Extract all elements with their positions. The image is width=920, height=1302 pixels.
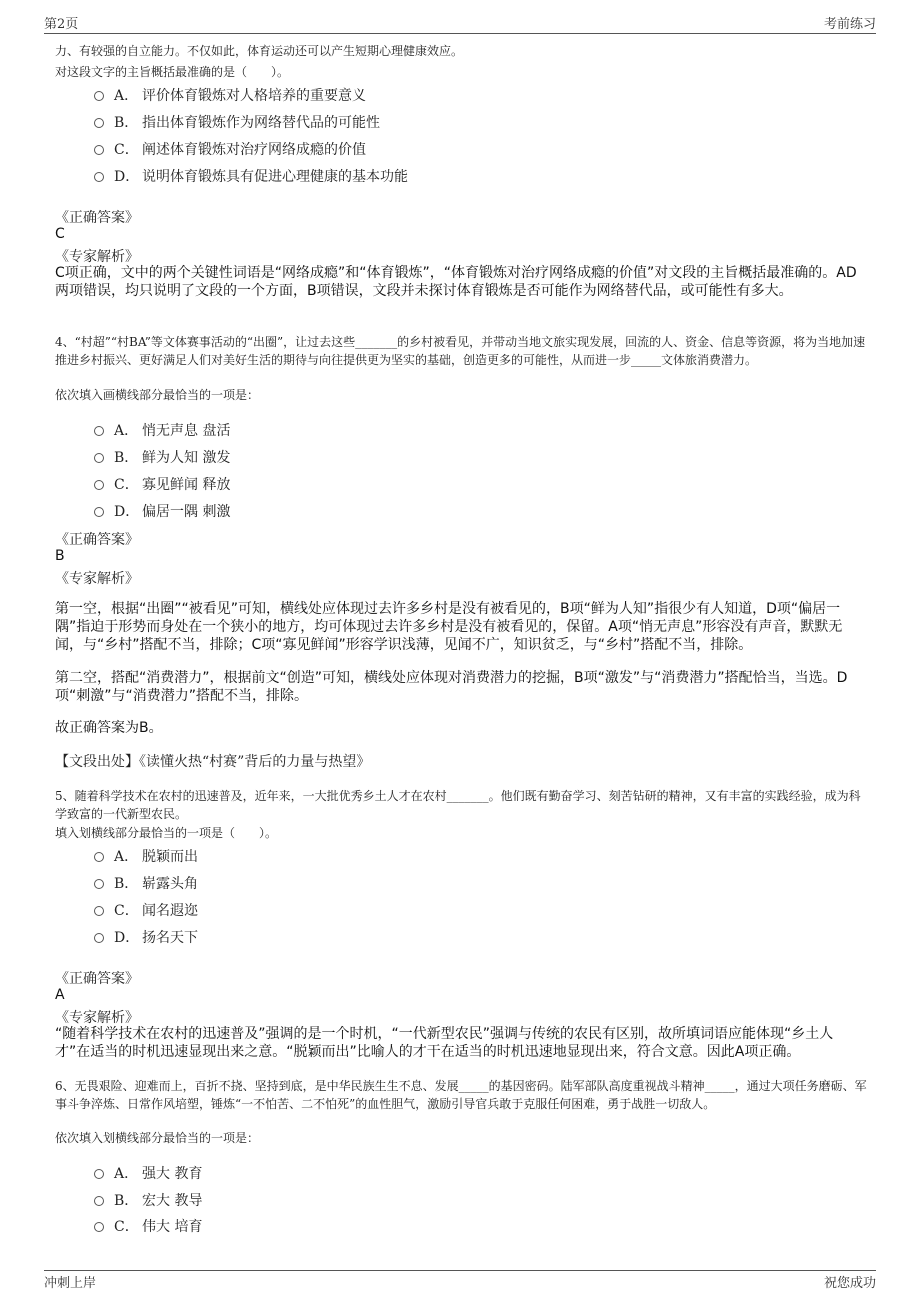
header-divider	[44, 33, 876, 34]
radio-icon[interactable]	[94, 852, 104, 862]
q4-answer: B	[55, 548, 65, 564]
q4-option-b[interactable]: B． 鲜为人知 激发	[94, 447, 230, 467]
radio-icon[interactable]	[94, 1222, 104, 1232]
page-category: 考前练习	[823, 17, 876, 32]
footer-divider	[44, 1270, 876, 1271]
q3-option-a[interactable]: A． 评价体育锻炼对人格培养的重要意义	[94, 85, 366, 105]
q3-option-b[interactable]: B． 指出体育锻炼作为网络替代品的可能性	[94, 112, 380, 132]
q6-option-c[interactable]: C． 伟大 培育	[94, 1216, 202, 1236]
radio-icon[interactable]	[94, 879, 104, 889]
footer-left: 冲刺上岸	[44, 1276, 97, 1291]
q5-answer: A	[55, 987, 65, 1003]
q4-analysis-p1: 第一空，根据“出圈”“被看见”可知，横线处应体现过去许多乡村是没有被看见的，B项“鲜为人知”指很少有人知道，D项“偏居一隅”指迫于形势而身处在一个狭小的地方，均可体现过去许多乡村是没有被看见的，保留。A项“悄无声息”形容没有声音，默默无闻，与“乡村”搭配不当，排除；C项“寡见鲜闻”形容学识浅薄，见闻不广，知识贫乏，与“乡村”搭配不当，排除。	[55, 601, 843, 653]
q3-option-c[interactable]: C． 阐述体育锻炼对治疗网络成瘾的价值	[94, 139, 366, 159]
q3-stem-tail: 力、有较强的自立能力。不仅如此，体育运动还可以产生短期心理健康效应。	[55, 44, 464, 58]
radio-icon[interactable]	[94, 172, 104, 182]
q4-answer-label: 《正确答案》	[55, 532, 139, 548]
radio-icon[interactable]	[94, 906, 104, 916]
radio-icon[interactable]	[94, 480, 104, 490]
q4-stem: 4、“村超”“村BA”等文体赛事活动的“出圈”，让过去这些_______的乡村被看见，并带动当地文旅实现发展，回流的人、资金、信息等资源，将为当地加速推进乡村振兴、更好满足人们对美好生活的期待与向往提供更为坚实的基础，创造更多的可能性，从而进一步_____文体旅消费潜力。	[55, 335, 866, 367]
q5-analysis-label: 《专家解析》	[55, 1010, 139, 1026]
footer-right: 祝您成功	[823, 1276, 876, 1291]
page-number: 第2页	[44, 17, 79, 32]
q5-answer-label: 《正确答案》	[55, 971, 139, 987]
radio-icon[interactable]	[94, 118, 104, 128]
q6-option-a[interactable]: A． 强大 教育	[94, 1163, 202, 1183]
radio-icon[interactable]	[94, 426, 104, 436]
q4-source: 【文段出处】《读懂火热“村赛”背后的力量与热望》	[55, 754, 371, 770]
radio-icon[interactable]	[94, 1169, 104, 1179]
radio-icon[interactable]	[94, 933, 104, 943]
q4-analysis-label: 《专家解析》	[55, 571, 139, 587]
radio-icon[interactable]	[94, 453, 104, 463]
q4-analysis-p2: 第二空，搭配“消费潜力”，根据前文“创造”可知，横线处应体现对消费潜力的挖掘，B项“激发”与“消费潜力”搭配恰当，当选。D项“刺激”与“消费潜力”搭配不当，排除。	[55, 670, 848, 704]
q3-answer: C	[55, 226, 65, 242]
q5-analysis: “随着科学技术在农村的迅速普及”强调的是一个时机，“一代新型农民”强调与传统的农民有区别，故所填词语应能体现“乡土人才”在适当的时机迅速显现出来之意。“脱颖而出”比喻人的才干在适当的时机迅速地显现出来，符合文意。因此A项正确。	[55, 1026, 834, 1060]
q3-analysis-label: 《专家解析》	[55, 249, 139, 265]
q6-prompt: 依次填入划横线部分最恰当的一项是：	[55, 1131, 260, 1145]
q4-option-d[interactable]: D． 偏居一隅 刺激	[94, 501, 230, 521]
radio-icon[interactable]	[94, 91, 104, 101]
q4-prompt: 依次填入画横线部分最恰当的一项是：	[55, 388, 260, 402]
q3-option-d[interactable]: D． 说明体育锻炼具有促进心理健康的基本功能	[94, 166, 408, 186]
q5-prompt: 填入划横线部分最恰当的一项是（ ）。	[55, 826, 278, 840]
q3-answer-label: 《正确答案》	[55, 210, 139, 226]
q3-analysis: C项正确，文中的两个关键性词语是“网络成瘾”和“体育锻炼”，“体育锻炼对治疗网络成瘾的价值”对文段的主旨概括最准确的。AD两项错误，均只说明了文段的一个方面，B项错误，文段并未探讨体育锻炼是否可能作为网络替代品，或可能性有多大。	[55, 265, 857, 299]
q5-option-a[interactable]: A． 脱颖而出	[94, 846, 198, 866]
radio-icon[interactable]	[94, 145, 104, 155]
q4-option-c[interactable]: C． 寡见鲜闻 释放	[94, 474, 230, 494]
q4-analysis-p3: 故正确答案为B。	[55, 720, 163, 736]
q5-stem: 5、随着科学技术在农村的迅速普及，近年来，一大批优秀乡土人才在农村_______。他们既有勤奋学习、刻苦钻研的精神，又有丰富的实践经验，成为科学致富的一代新型农民。	[55, 789, 861, 821]
q3-prompt: 对这段文字的主旨概括最准确的是（ ）。	[55, 65, 290, 79]
q4-option-a[interactable]: A． 悄无声息 盘活	[94, 420, 230, 440]
q5-option-d[interactable]: D． 扬名天下	[94, 927, 198, 947]
q5-option-b[interactable]: B． 崭露头角	[94, 873, 198, 893]
radio-icon[interactable]	[94, 507, 104, 517]
q6-option-b[interactable]: B． 宏大 教导	[94, 1190, 202, 1210]
q5-option-c[interactable]: C． 闻名遐迩	[94, 900, 198, 920]
q6-stem: 6、无畏艰险、迎难而上，百折不挠、坚持到底，是中华民族生生不息、发展_____的基因密码。陆军部队高度重视战斗精神_____，通过大项任务磨砺、军事斗争淬炼、日常作风培塑，锤炼“一不怕苦、二不怕死”的血性胆气，激励引导官兵敢于克服任何困难，勇于战胜一切敌人。	[55, 1079, 867, 1111]
radio-icon[interactable]	[94, 1196, 104, 1206]
